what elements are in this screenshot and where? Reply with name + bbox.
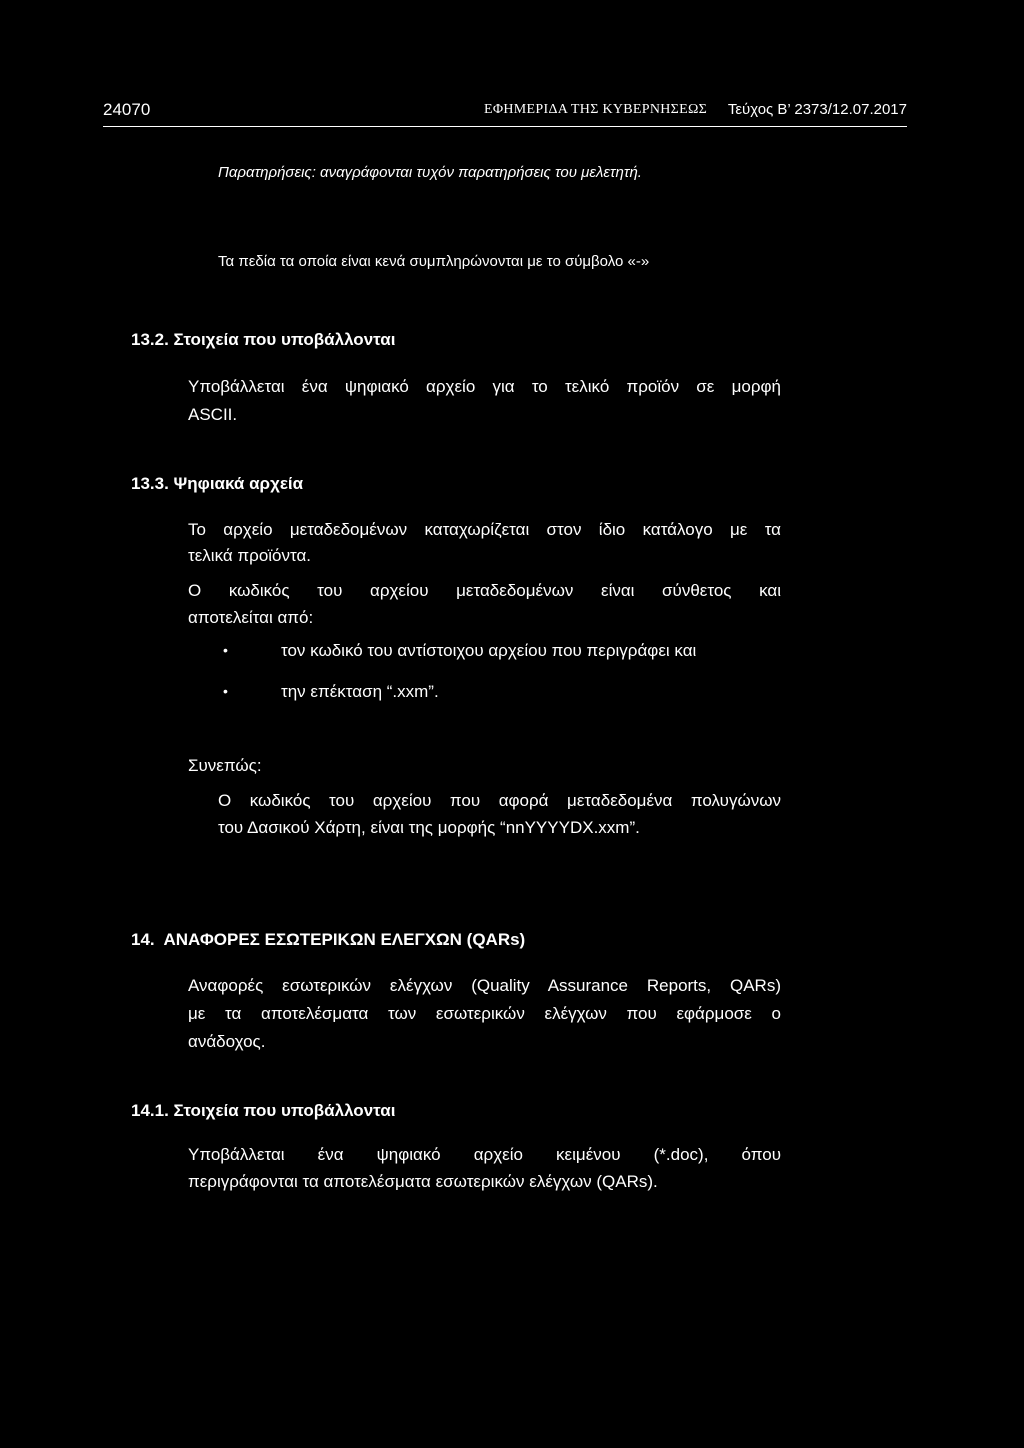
bullet-2-marker: •	[223, 683, 228, 699]
section-13-2-heading: 13.2. Στοιχεία που υποβάλλονται	[131, 330, 396, 349]
section-14-heading: 14. ΑΝΑΦΟΡΕΣ ΕΣΩΤΕΡΙΚΩΝ ΕΛΕΓΧΩΝ (QARs)	[131, 930, 526, 949]
bullet-2-text: την επέκταση “.xxm”.	[281, 682, 439, 701]
page-number: 24070	[103, 100, 151, 119]
section-13-2-text-line1: Υποβάλλεται ένα ψηφιακό αρχείο για το τελικό προϊόν σε μορφή	[188, 377, 781, 396]
example-line2: του Δασικού Χάρτη, είναι της μορφής “nnYYYYDX.xxm”.	[218, 818, 640, 837]
issue-info: Τεύχος Β’ 2373/12.07.2017	[727, 101, 907, 118]
bullet-1-marker: •	[223, 642, 228, 658]
section-14-line1: Αναφορές εσωτερικών ελέγχων (Quality Assurance Reports, QARs)	[188, 976, 781, 995]
section-14-line3: ανάδοχος.	[188, 1032, 266, 1051]
example-line1: Ο κωδικός του αρχείου που αφορά μεταδεδομένα πολυγώνων	[218, 791, 781, 810]
section-13-3-para2-line1: Ο κωδικός του αρχείου μεταδεδομένων είναι σύνθετος και	[188, 581, 781, 600]
section-14-1-line2: περιγράφονται τα αποτελέσματα εσωτερικών ελέγχων (QARs).	[188, 1172, 658, 1191]
consequently-label: Συνεπώς:	[188, 756, 262, 775]
empty-fields-note: Τα πεδία τα οποία είναι κενά συμπληρώνονται με το σύμβολο «-»	[218, 253, 650, 270]
page-header	[103, 100, 907, 127]
section-13-2-text-line2: ASCII.	[188, 405, 238, 424]
section-14-1-line1: Υποβάλλεται ένα ψηφιακό αρχείο κειμένου (*.doc), όπου	[188, 1145, 781, 1164]
section-13-3-heading: 13.3. Ψηφιακά αρχεία	[131, 474, 304, 493]
section-13-3-para2-line2: αποτελείται από:	[188, 608, 314, 627]
journal-title: ΕΦΗΜΕΡΙΔΑ ΤΗΣ ΚΥΒΕΡΝΗΣΕΩΣ	[484, 102, 708, 117]
remarks-note: Παρατηρήσεις: αναγράφονται τυχόν παρατηρήσεις του μελετητή.	[218, 164, 642, 181]
section-14-line2: με τα αποτελέσματα των εσωτερικών ελέγχων που εφάρμοσε ο	[188, 1004, 781, 1023]
section-14-1-heading: 14.1. Στοιχεία που υποβάλλονται	[131, 1101, 396, 1120]
section-13-3-para1-line2: τελικά προϊόντα.	[188, 546, 312, 565]
section-13-3-para1-line1: Το αρχείο μεταδεδομένων καταχωρίζεται στον ίδιο κατάλογο με τα	[188, 520, 781, 539]
bullet-1-text: τον κωδικό του αντίστοιχου αρχείου που περιγράφει και	[281, 641, 697, 660]
